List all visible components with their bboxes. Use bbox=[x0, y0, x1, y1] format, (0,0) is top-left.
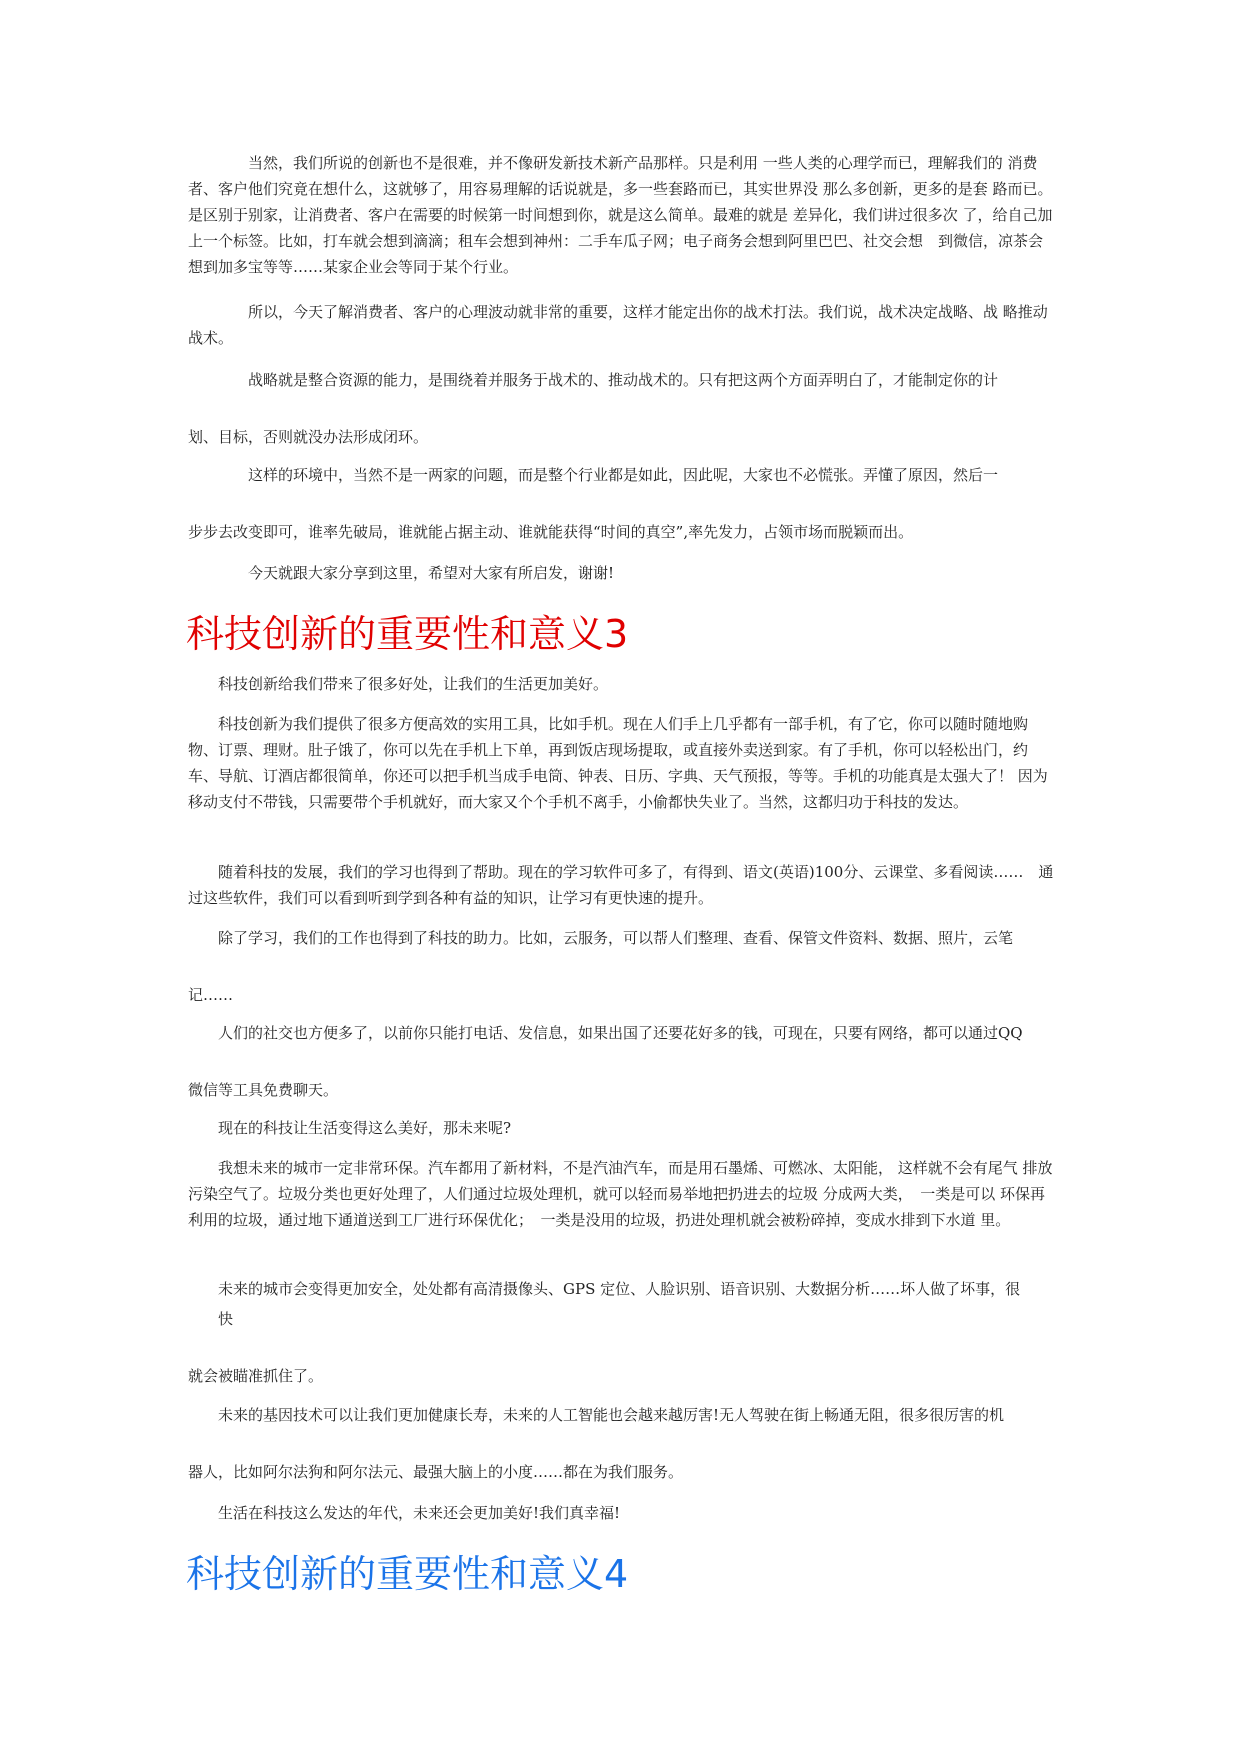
paragraph: 未来的基因技术可以让我们更加健康长寿，未来的人工智能也会越来越厉害!无人驾驶在街上畅通无阻，很多很厉害的机 bbox=[188, 1406, 1005, 1424]
paragraph: 人们的社交也方便多了，以前你只能打电话、发信息，如果出国了还要花好多的钱，可现在，只要有网络，都可以通过QQ bbox=[188, 1024, 1023, 1042]
paragraph: 现在的科技让生活变得这么美好，那未来呢? bbox=[188, 1119, 512, 1137]
paragraph: 划、目标，否则就没办法形成闭环。 bbox=[188, 428, 429, 446]
paragraph: 战略就是整合资源的能力，是围绕着并服务于战术的、推动战术的。只有把这两个方面弄明白了，才能制定你的计 bbox=[188, 371, 999, 389]
paragraph: 科技创新为我们提供了很多方便高效的实用工具，比如手机。现在人们手上几乎都有一部手机，有了它，你可以随时随地购物、订票、理财。肚子饿了，你可以先在手机上下单，再到饭店现场提取，或直接外卖送到家。有了手机，你可以轻松出门，约车、导航、订酒店都很简单，你还可以把手机当成手电筒、钟表、日历、字典、天气预报，等等。手机的功能真是太强大了！ 因为移动支付不带钱，只需要带个手机就好，而大家又个个手机不离手，小偷都快失业了。当然，这都归功于科技的发达。 bbox=[188, 715, 1048, 811]
section-heading-3: 科技创新的重要性和意义3 bbox=[186, 612, 629, 656]
paragraph: 就会被瞄准抓住了。 bbox=[188, 1367, 324, 1385]
paragraph: 当然，我们所说的创新也不是很难，并不像研发新技术新产品那样。只是利用 一些人类的心理学而已，理解我们的 消费者、客户他们究竟在想什么，这就够了，用容易理解的话说就是，多一些套路而已，其实世界没 那么多创新，更多的是套 路而已。是区别于别家，让消费者、客户在需要的时候第一时间想到你，就是这么简单。最难的就是 差异化，我们讲过很多次 了，给自己加上一个标签。比如，打车就会想到滴滴；租车会想到神州：二手车瓜子网；电子商务会想到阿里巴巴、社交会想 到微信，凉茶会想到加多宝等等……某家企业会等同于某个行业。 bbox=[188, 154, 1053, 276]
paragraph: 我想未来的城市一定非常环保。汽车都用了新材料，不是汽油汽车，而是用石墨烯、可燃冰、太阳能， 这样就不会有尾气 排放污染空气了。垃圾分类也更好处理了，人们通过垃圾处理机，就可以轻而易举地把扔进去的垃圾 分成两大类， 一类是可以 环保再利用的垃圾，通过地下通道送到工厂进行环保优化； 一类是没用的垃圾，扔进处理机就会被粉碎掉，变成水排到下水道 里。 bbox=[188, 1159, 1053, 1229]
paragraph: 生活在科技这么发达的年代，未来还会更加美好!我们真幸福! bbox=[188, 1504, 621, 1522]
paragraph: 记…… bbox=[188, 986, 234, 1004]
paragraph: 科技创新给我们带来了很多好处，让我们的生活更加美好。 bbox=[188, 675, 609, 693]
paragraph: 未来的城市会变得更加安全，处处都有高清摄像头、GPS 定位、人脸识别、语音识别、大数据分析……坏人做了坏事，很 bbox=[188, 1280, 1021, 1298]
paragraph: 器人，比如阿尔法狗和阿尔法元、最强大脑上的小度……都在为我们服务。 bbox=[188, 1463, 684, 1481]
paragraph: 步步去改变即可，谁率先破局，谁就能占据主动、谁就能获得“时间的真空”,率先发力，占领市场而脱颖而出。 bbox=[188, 523, 914, 541]
paragraph: 随着科技的发展，我们的学习也得到了帮助。现在的学习软件可多了，有得到、语文(英语)100分、云课堂、多看阅读…… 通过这些软件，我们可以看到听到学到各种有益的知识，让学习有更快速的提升。 bbox=[188, 863, 1054, 907]
section-heading-4: 科技创新的重要性和意义4 bbox=[186, 1552, 629, 1596]
paragraph: 除了学习，我们的工作也得到了科技的助力。比如，云服务，可以帮人们整理、查看、保管文件资料、数据、照片，云笔 bbox=[188, 929, 1014, 947]
paragraph: 这样的环境中，当然不是一两家的问题，而是整个行业都是如此，因此呢，大家也不必慌张。弄懂了原因，然后一 bbox=[188, 466, 999, 484]
paragraph: 微信等工具免费聊天。 bbox=[188, 1081, 339, 1099]
paragraph: 今天就跟大家分享到这里，希望对大家有所启发，谢谢! bbox=[188, 564, 615, 582]
paragraph: 快 bbox=[188, 1310, 234, 1328]
paragraph: 所以，今天了解消费者、客户的心理波动就非常的重要，这样才能定出你的战术打法。我们说，战术决定战略、战 略推动战术。 bbox=[188, 303, 1048, 347]
